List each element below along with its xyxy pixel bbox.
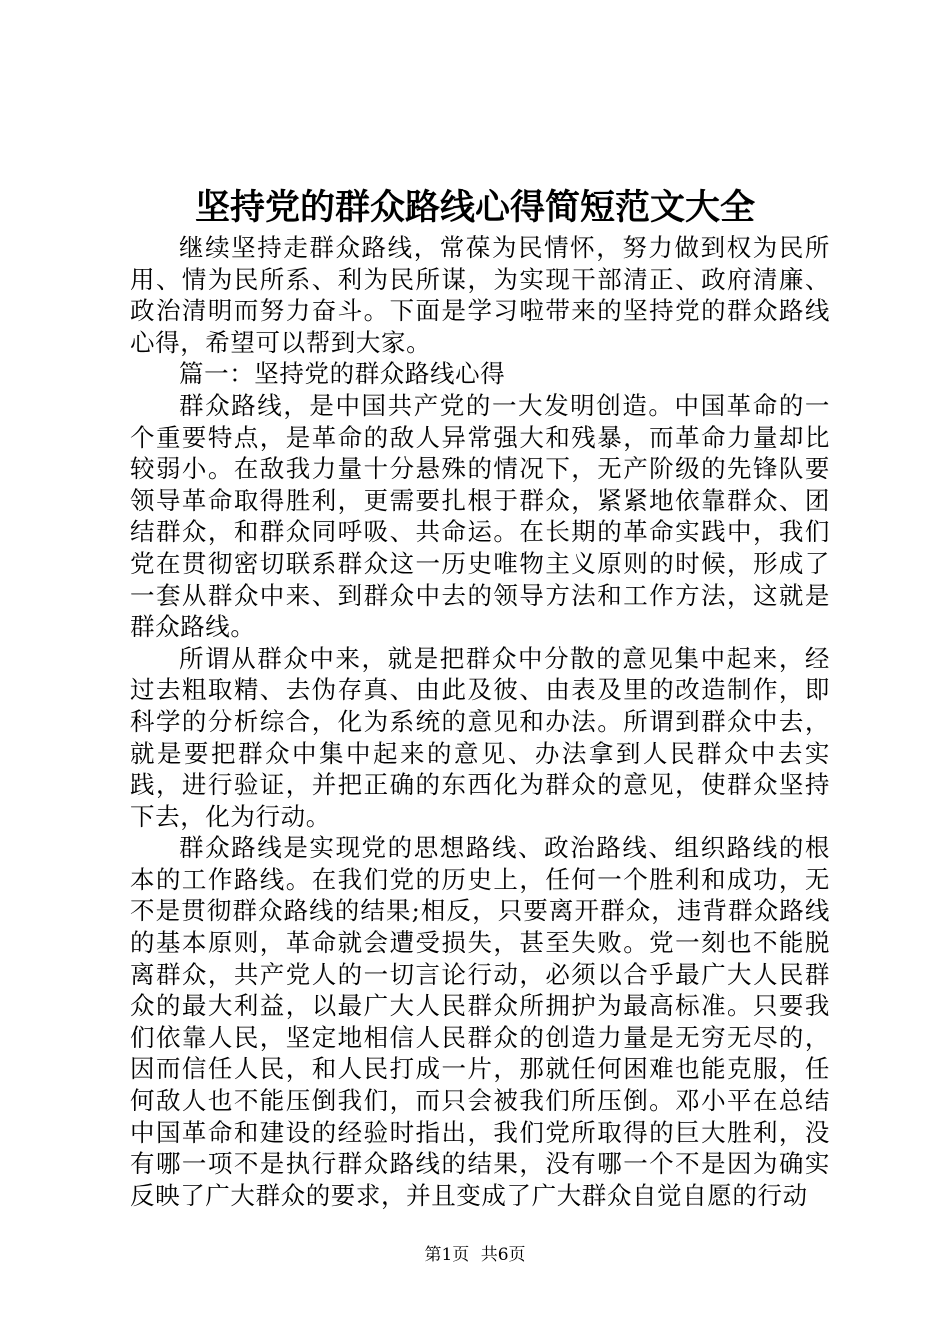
- body-paragraph: 群众路线是实现党的思想路线、政治路线、组织路线的根本的工作路线。在我们党的历史上，任何一个胜利和成功，无不是贯彻群众路线的结果;相反，只要离开群众，违背群众路线的基本原则，革命就会遭受损失，甚至失败。党一刻也不能脱离群众，共产党人的一切言论行动，必须以合乎最广大人民群众的最大利益，以最广大人民群众所拥护为最高标准。只要我们依靠人民，坚定地相信人民群众的创造力量是无穷无尽的，因而信任人民，和人民打成一片，那就任何困难也能克服，任何敌人也不能压倒我们，而只会被我们所压倒。邓小平在总结中国革命和建设的经验时指出，我们党所取得的巨大胜利，没有哪一项不是执行群众路线的结果，没有哪一个不是因为确实反映了广大群众的要求，并且变成了广大群众自觉自愿的行动: [130, 833, 830, 1210]
- body-paragraph: 所谓从群众中来，就是把群众中分散的意见集中起来，经过去粗取精、去伪存真、由此及彼、由表及里的改造制作，即科学的分析综合，化为系统的意见和办法。所谓到群众中去，就是要把群众中集中起来的意见、办法拿到人民群众中去实践，进行验证，并把正确的东西化为群众的意见，使群众坚持下去，化为行动。: [130, 643, 830, 831]
- document-body: [130, 232, 830, 1211]
- section-heading: 篇一：坚持党的群众路线心得: [179, 359, 506, 389]
- page-total: 共6页: [480, 1245, 526, 1265]
- body-paragraph: 群众路线，是中国共产党的一大发明创造。中国革命的一个重要特点，是革命的敌人异常强大和残暴，而革命力量却比较弱小。在敌我力量十分悬殊的情况下，无产阶级的先锋队要领导革命取得胜利，更需要扎根于群众，紧紧地依靠群众、团结群众，和群众同呼吸、共命运。在长期的革命实践中，我们党在贯彻密切联系群众这一历史唯物主义原则的时候，形成了一套从群众中来、到群众中去的领导方法和工作方法，这就是群众路线。: [130, 390, 830, 642]
- page-footer: [0, 1244, 950, 1266]
- page-number: 第1页: [424, 1245, 470, 1265]
- document-title: 坚持党的群众路线心得简短范文大全: [194, 187, 755, 228]
- intro-paragraph: 继续坚持走群众路线，常葆为民情怀，努力做到权为民所用、情为民所系、利为民所谋，为实现干部清正、政府清廉、政治清明而努力奋斗。下面是学习啦带来的坚持党的群众路线心得，希望可以帮到大家。: [130, 233, 830, 357]
